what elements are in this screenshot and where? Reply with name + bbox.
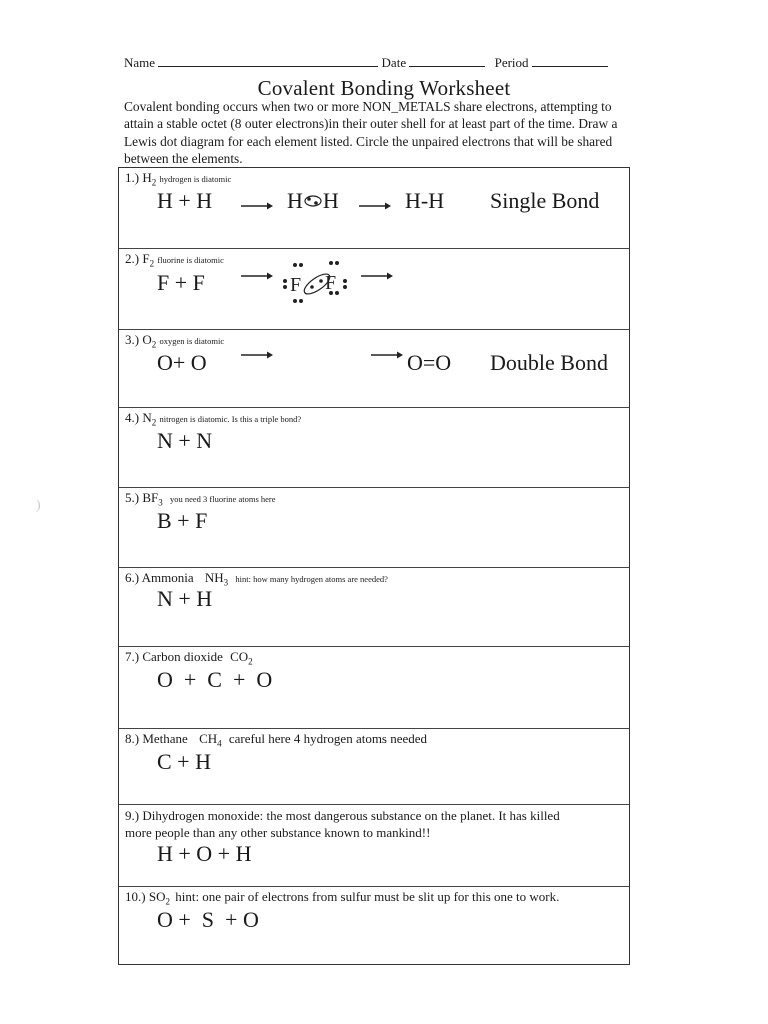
arrow-icon [359, 201, 391, 211]
question-row-7[interactable] [119, 647, 629, 729]
questions-table [118, 167, 630, 965]
question-row-2[interactable] [119, 249, 629, 330]
arrow-icon [241, 271, 273, 281]
arrow-icon [371, 350, 403, 360]
question-9-prompt: 9.) Dihydrogen monoxide: the most dangerous substance on the planet. It has killed more people than any other substance known to mankind!! [125, 808, 560, 840]
arrow-icon [241, 350, 273, 360]
date-blank[interactable] [409, 54, 485, 67]
period-label: Period [494, 55, 529, 70]
question-8-prompt: 8.) Methane $CH_4$ careful here 4 hydrogen atoms needed [125, 731, 428, 749]
question-row-1[interactable] [119, 168, 629, 249]
shared-electron-pair-icon [303, 193, 323, 209]
question-6-prompt: 6.) Ammonia $NH_3$ hint: how many hydrogen atoms are needed? [125, 570, 388, 588]
question-10-prompt: 10.) $SO_2$ hint: one pair of electrons from sulfur must be slit up for this one to work. [125, 889, 560, 907]
question-6-equation: N + H [157, 586, 213, 611]
question-3-bond-type: Double Bond [490, 350, 608, 375]
intro-paragraph: Covalent bonding occurs when two or more NON_METALS share electrons, attempting to attain a stable octet (8 outer electrons)in their outer shell for at least part of the time. Draw a Lewis dot diagram for each element listed. Circle the unpaired electrons that will be shared between the elements. [124, 99, 618, 166]
question-8-equation: C + H [157, 749, 211, 774]
question-3-result: O=O [407, 350, 452, 375]
question-row-4[interactable] [119, 408, 629, 488]
question-4-prompt: 4.) $N_2$ nitrogen is diatomic. Is this a triple bond? [125, 410, 302, 428]
name-blank[interactable] [158, 54, 378, 67]
date-label: Date [381, 55, 407, 70]
question-row-9[interactable] [119, 805, 629, 887]
question-7-equation: O + C + O [157, 667, 273, 692]
question-5-prompt: 5.) $BF_3$ you need 3 fluorine atoms here [125, 490, 276, 508]
worksheet-title: Covalent Bonding Worksheet [257, 76, 511, 100]
name-label: Name [124, 55, 156, 70]
question-row-3[interactable] [119, 330, 629, 408]
question-row-6[interactable] [119, 568, 629, 647]
question-2-prompt: 2.) $F_2$ fluorine is diatomic [125, 251, 224, 269]
scan-margin-mark: ) [36, 498, 41, 513]
question-2-equation: F + F [157, 270, 205, 295]
period-blank[interactable] [532, 54, 608, 67]
lewis-right-symbol: F [325, 272, 337, 294]
question-1-result: H-H [405, 188, 445, 213]
question-5-equation: B + F [157, 508, 208, 533]
question-row-5[interactable] [119, 488, 629, 568]
question-3-equation: O+ O [157, 350, 207, 375]
fluorine-lewis-diagram [281, 257, 353, 317]
question-1-equation: H + H [157, 188, 213, 213]
lewis-left-symbol: F [290, 274, 302, 296]
question-1-shared-pair: H H [287, 188, 339, 213]
question-10-equation: O + S + O [157, 907, 259, 932]
header-fields [124, 54, 624, 71]
arrow-icon [361, 271, 393, 281]
question-7-prompt: 7.) Carbon dioxide $CO_2$ [125, 649, 253, 667]
question-row-10[interactable] [119, 887, 629, 964]
arrow-icon [241, 201, 273, 211]
question-1-bond-type: Single Bond [490, 188, 600, 213]
question-9-equation: H + O + H [157, 841, 252, 866]
question-4-equation: N + N [157, 428, 213, 453]
question-row-8[interactable] [119, 729, 629, 805]
question-1-prompt: 1.) $H_2$ hydrogen is diatomic [125, 170, 232, 188]
question-3-prompt: 3.) $O_2$ oxygen is diatomic [125, 332, 225, 350]
